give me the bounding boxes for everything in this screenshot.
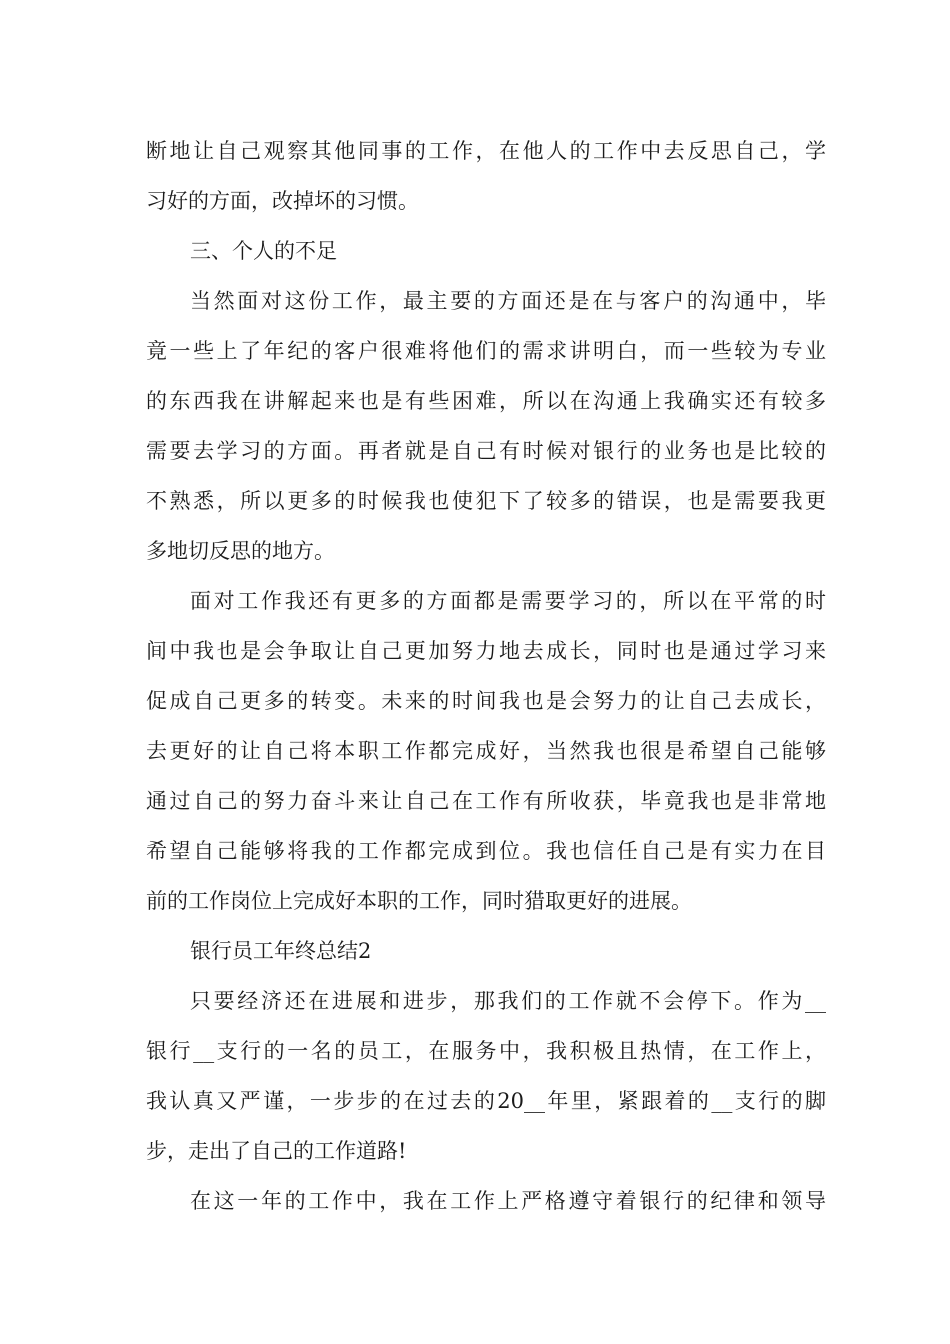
body-text-line: 多地切反思的地方。 bbox=[146, 539, 335, 563]
paragraph-first-line: 在这一年的工作中，我在工作上严格遵守着银行的纪律和领导 bbox=[190, 1189, 826, 1213]
body-text-line: 断地让自己观察其他同事的工作，在他人的工作中去反思自己，学 bbox=[146, 139, 826, 163]
body-text-line: 的东西我在讲解起来也是有些困难，所以在沟通上我确实还有较多 bbox=[146, 389, 826, 413]
body-text-line: 步，走出了自己的工作道路! bbox=[146, 1139, 407, 1163]
body-text-line: 我认真又严谨，一步步的在过去的20__年里，紧跟着的__支行的脚 bbox=[146, 1089, 826, 1113]
body-text-line: 通过自己的努力奋斗来让自己在工作有所收获，毕竟我也是非常地 bbox=[146, 789, 826, 813]
paragraph-first-line: 只要经济还在进展和进步，那我们的工作就不会停下。作为__ bbox=[190, 989, 826, 1013]
body-text-line: 去更好的让自己将本职工作都完成好，当然我也很是希望自己能够 bbox=[146, 739, 826, 763]
body-text-line: 银行__支行的一名的员工，在服务中，我积极且热情，在工作上， bbox=[146, 1039, 826, 1063]
body-text-line: 前的工作岗位上完成好本职的工作，同时猎取更好的进展。 bbox=[146, 889, 692, 913]
body-text-line: 习好的方面，改掉坏的习惯。 bbox=[146, 189, 419, 213]
body-text-line: 希望自己能够将我的工作都完成到位。我也信任自己是有实力在目 bbox=[146, 839, 826, 863]
section-heading: 银行员工年终总结2 bbox=[190, 939, 372, 963]
body-text-line: 间中我也是会争取让自己更加努力地去成长，同时也是通过学习来 bbox=[146, 639, 826, 663]
body-text-line: 促成自己更多的转变。未来的时间我也是会努力的让自己去成长， bbox=[146, 689, 826, 713]
paragraph-first-line: 面对工作我还有更多的方面都是需要学习的，所以在平常的时 bbox=[190, 589, 826, 613]
section-heading: 三、个人的不足 bbox=[190, 239, 337, 263]
body-text-line: 不熟悉，所以更多的时候我也使犯下了较多的错误，也是需要我更 bbox=[146, 489, 826, 513]
body-text-line: 需要去学习的方面。再者就是自己有时候对银行的业务也是比较的 bbox=[146, 439, 826, 463]
paragraph-first-line: 当然面对这份工作，最主要的方面还是在与客户的沟通中，毕 bbox=[190, 289, 826, 313]
body-text-line: 竟一些上了年纪的客户很难将他们的需求讲明白，而一些较为专业 bbox=[146, 339, 826, 363]
